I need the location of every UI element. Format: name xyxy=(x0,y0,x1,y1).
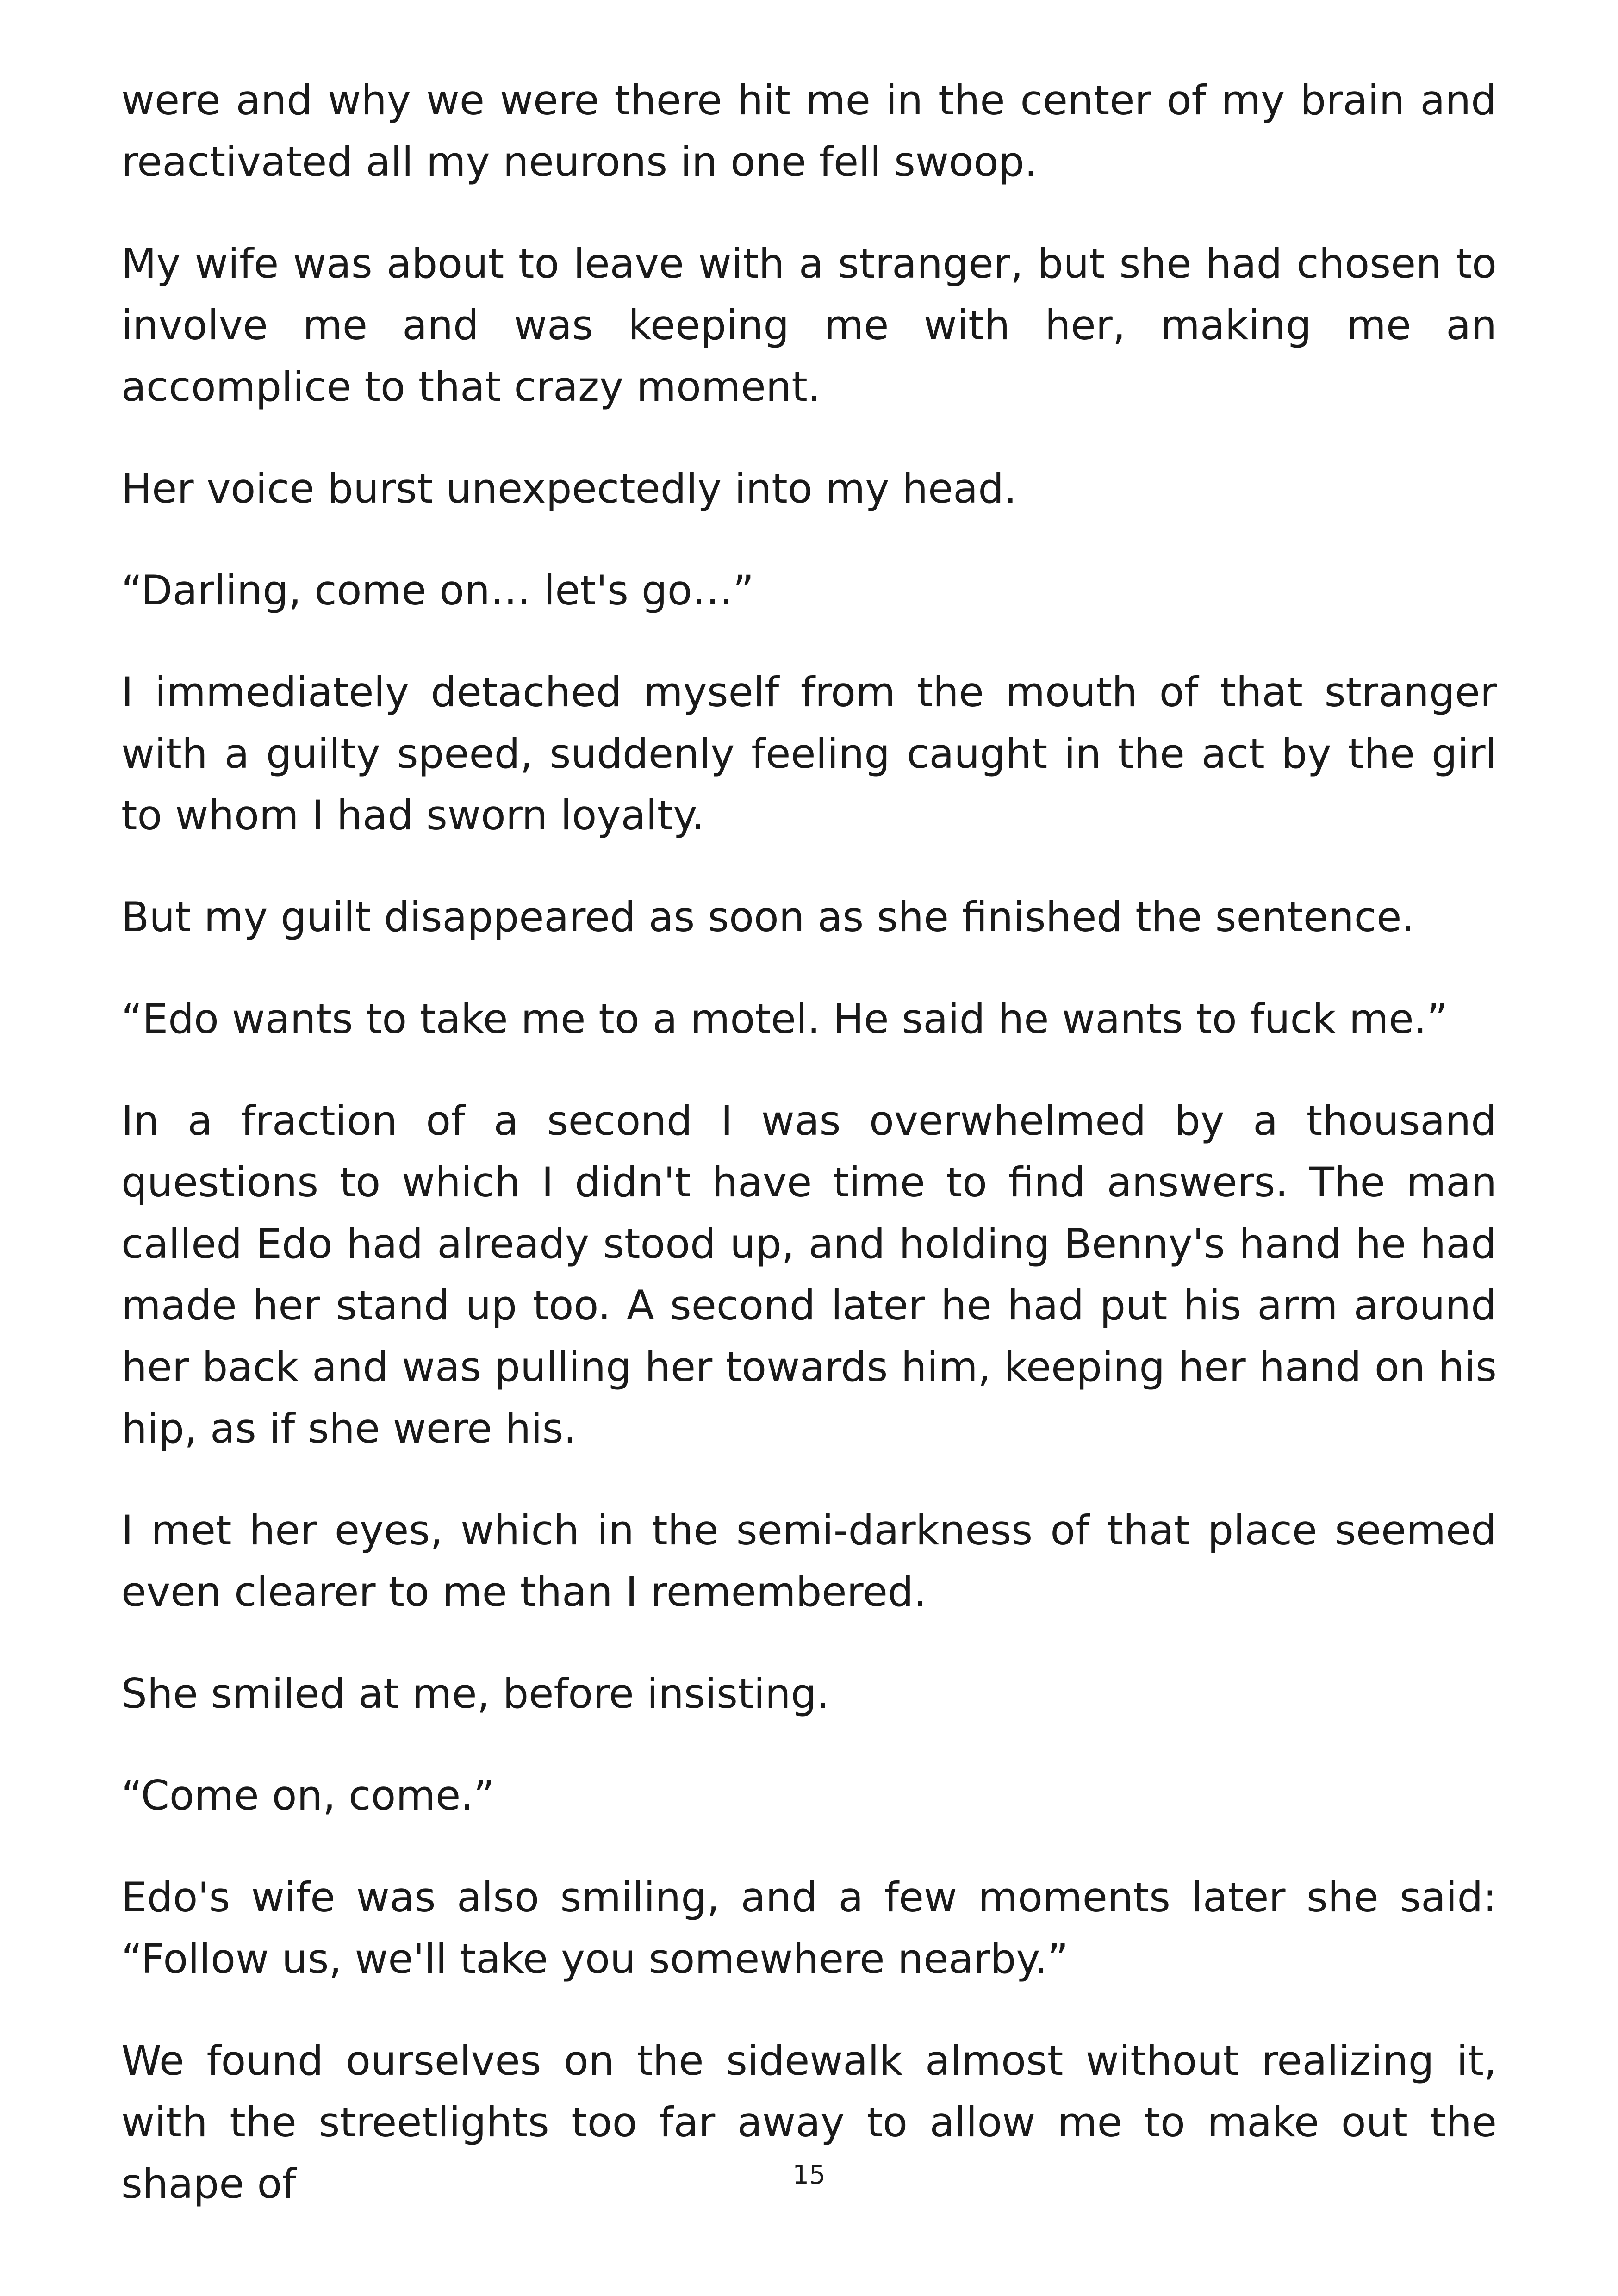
paragraph: I immediately detached myself from the mouth of that stranger with a guilty speed, suddenly feeling caught in the act by the girl to whom I had sworn loyalty. xyxy=(121,668,1497,839)
paragraph: Her voice burst unexpectedly into my head. xyxy=(121,465,1017,512)
paragraph: In a fraction of a second I was overwhelmed by a thousand questions to which I didn't have time to find answers. The man called Edo had already stood up, and holding Benny's hand he had made her stand up too. A second later he had put his arm around her back and was pulling her towards him, keeping her hand on his hip, as if she were his. xyxy=(121,1097,1497,1452)
paragraph: She smiled at me, before insisting. xyxy=(121,1670,830,1717)
page-number: 15 xyxy=(792,2160,826,2190)
paragraph: Edo's wife was also smiling, and a few moments later she said: “Follow us, we'll take you somewhere nearby.” xyxy=(121,1873,1497,1983)
paragraph: “Darling, come on… let's go…” xyxy=(121,566,754,614)
paragraph: “Come on, come.” xyxy=(121,1772,495,1819)
body-text xyxy=(121,69,1497,2255)
paragraph: “Edo wants to take me to a motel. He said he wants to fuck me.” xyxy=(121,995,1448,1043)
paragraph: We found ourselves on the sidewalk almost without realizing it, with the streetlights too far away to allow me to make out the shape of xyxy=(121,2037,1497,2208)
paragraph: But my guilt disappeared as soon as she finished the sentence. xyxy=(121,893,1415,941)
paragraph: were and why we were there hit me in the center of my brain and reactivated all my neurons in one fell swoop. xyxy=(121,76,1497,186)
paragraph: My wife was about to leave with a stranger, but she had chosen to involve me and was keeping me with her, making me an accomplice to that crazy moment. xyxy=(121,240,1497,411)
paragraph: I met her eyes, which in the semi-darkness of that place seemed even clearer to me than I remembered. xyxy=(121,1506,1497,1616)
